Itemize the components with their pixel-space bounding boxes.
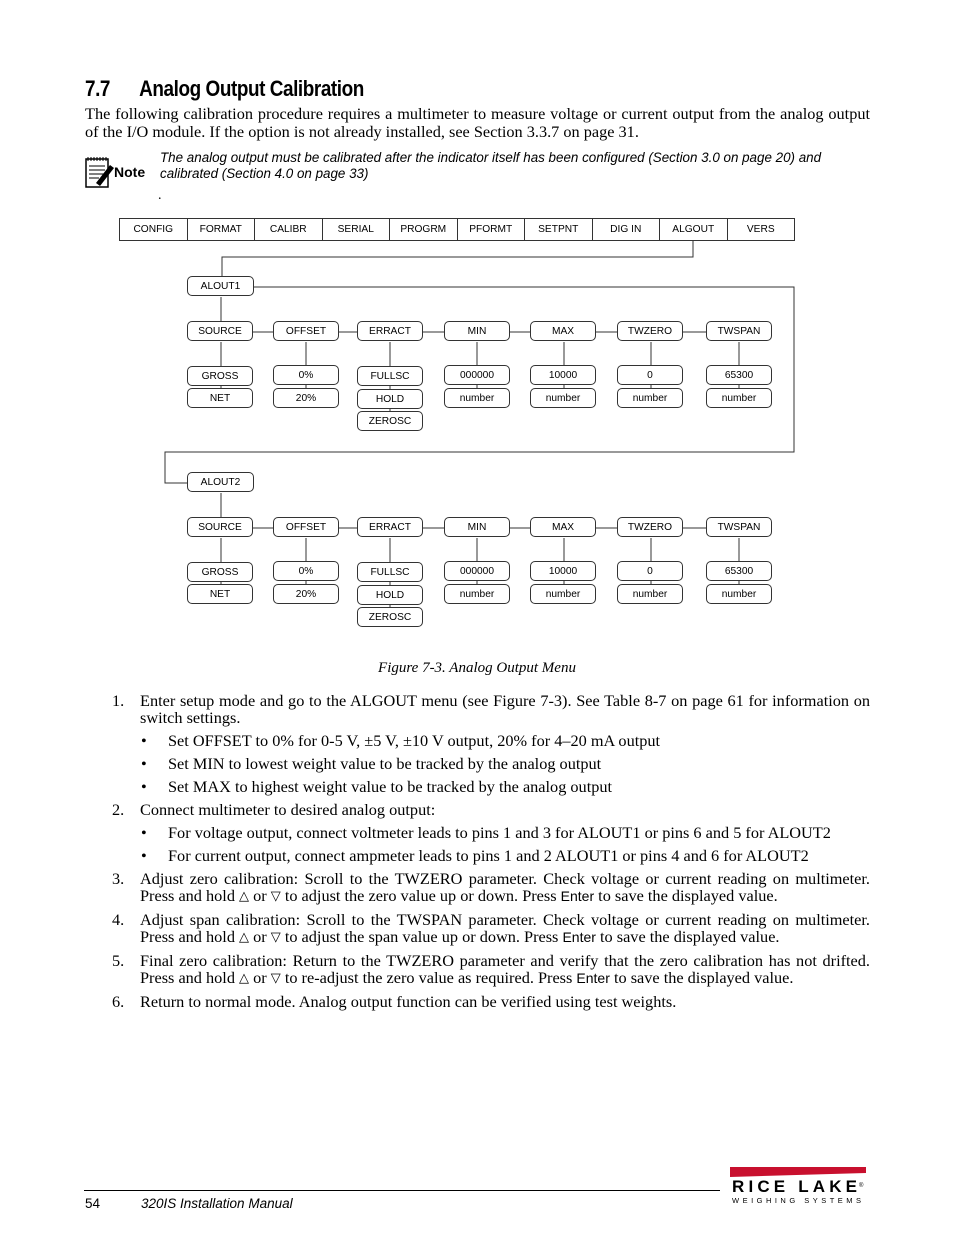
alout1-twzero-number[interactable]: number [617,388,683,408]
alout2-twzero-number[interactable]: number [617,584,683,604]
bullet-offset [85,732,870,749]
alout2-max-number[interactable]: number [530,584,596,604]
alout2-erract-param[interactable]: ERRACT [357,517,423,537]
bullet-mark: • [141,823,147,842]
step-5 [85,952,870,987]
step-text: or [249,886,271,905]
enter-key-label: Enter [560,888,595,904]
bullet-text: For voltage output, connect voltmeter leads to pins 1 and 3 for ALOUT1 or pins 6 and 5 for ALOUT2 [168,823,831,842]
enter-key-label: Enter [576,970,610,986]
bullet-min [85,755,870,772]
alout2-max-param[interactable]: MAX [530,517,596,537]
alout2-twzero-param[interactable]: TWZERO [617,517,683,537]
step-text: to save the displayed value. [595,927,780,946]
alout2-twzero-default[interactable]: 0 [617,561,683,581]
alout2-min-param[interactable]: MIN [444,517,510,537]
step-number: 5. [112,951,125,970]
step-number: 2. [112,800,125,819]
up-arrow-icon: △ [239,970,250,985]
alout2-max-default[interactable]: 10000 [530,561,596,581]
menu-config[interactable]: CONFIG [120,219,188,240]
alout2-erract-fullsc[interactable]: FULLSC [357,562,423,582]
step-text: to save the displayed value. [594,886,778,905]
down-arrow-icon: ▽ [270,970,281,985]
logo-line1: RICE LAKE [732,1177,857,1196]
alout1-twzero-default[interactable]: 0 [617,365,683,385]
up-arrow-icon: △ [239,929,250,944]
section-title: Analog Output Calibration [139,76,364,101]
step-2 [85,801,870,818]
alout2-erract-hold[interactable]: HOLD [357,585,423,605]
step-text: to re-adjust the zero value as required. Press [280,968,577,987]
alout1-source-param[interactable]: SOURCE [187,321,253,341]
menu-serial[interactable]: SERIAL [323,219,391,240]
intro-paragraph: The following calibration procedure requires a multimeter to measure voltage or current output from the analog output of the I/O module. If the option is not already installed, see Section 3.3.7 on page 31. [85,104,870,141]
manual-title: 320IS Installation Manual [141,1196,293,1211]
alout1-twzero-param[interactable]: TWZERO [617,321,683,341]
step-text: Adjust span calibration: Scroll to the TWSPAN parameter. Check voltage or current reading on multimeter. Press and hold [140,910,870,946]
step-text: or [249,968,271,987]
alout2-offset-param[interactable]: OFFSET [273,517,339,537]
rice-lake-logo [728,1165,868,1205]
menu-format[interactable]: FORMAT [188,219,256,240]
alout1-min-param[interactable]: MIN [444,321,510,341]
alout1-source-net[interactable]: NET [187,388,253,408]
alout1-erract-zerosc[interactable]: ZEROSC [357,411,423,431]
alout1-erract-fullsc[interactable]: FULLSC [357,366,423,386]
step-text: or [249,927,271,946]
alout1-node[interactable]: ALOUT1 [187,276,254,296]
alout2-offset-0pct[interactable]: 0% [273,561,339,581]
alout2-source-param[interactable]: SOURCE [187,517,253,537]
bullet-current [85,847,870,864]
page-number: 54 [85,1196,101,1211]
logo-line2: WEIGHING SYSTEMS [732,1196,863,1205]
down-arrow-icon: ▽ [270,888,281,903]
alout1-offset-param[interactable]: OFFSET [273,321,339,341]
alout1-twspan-param[interactable]: TWSPAN [706,321,772,341]
down-arrow-icon: ▽ [270,929,281,944]
alout1-min-default[interactable]: 000000 [444,365,510,385]
alout1-offset-0pct[interactable]: 0% [273,365,339,385]
menu-calibr[interactable]: CALIBR [255,219,323,240]
step-text: to adjust the span value up or down. Press [280,927,563,946]
menu-pformt[interactable]: PFORMT [458,219,526,240]
alout1-min-number[interactable]: number [444,388,510,408]
alout2-source-net[interactable]: NET [187,584,253,604]
note-text: The analog output must be calibrated after the indicator itself has been configured (Section 3.0 on page 20) and calibrated (Section 4.0 on page 33) [160,150,822,181]
alout1-twspan-number[interactable]: number [706,388,772,408]
alout2-min-number[interactable]: number [444,584,510,604]
alout2-min-default[interactable]: 000000 [444,561,510,581]
note-trailing-period: . [158,188,162,203]
bullet-mark: • [141,846,147,865]
alout2-offset-20pct[interactable]: 20% [273,584,339,604]
menu-progrm[interactable]: PROGRM [390,219,458,240]
step-1 [85,692,870,726]
step-text: Adjust zero calibration: Scroll to the TWZERO parameter. Check voltage or current reading on multimeter. Press and hold [140,869,870,905]
alout2-erract-zerosc[interactable]: ZEROSC [357,607,423,627]
step-number: 4. [112,910,125,929]
alout1-max-number[interactable]: number [530,388,596,408]
bullet-mark: • [141,731,147,750]
step-number: 3. [112,869,125,888]
bullet-max [85,778,870,795]
alout1-max-param[interactable]: MAX [530,321,596,341]
bullet-voltage [85,824,870,841]
bullet-mark: • [141,777,147,796]
figure-caption: Figure 7-3. Analog Output Menu [378,660,576,676]
bullet-text: Set MIN to lowest weight value to be tracked by the analog output [168,754,602,773]
step-3 [85,870,870,905]
alout2-twspan-default[interactable]: 65300 [706,561,772,581]
step-text: to adjust the zero value up or down. Press [280,886,561,905]
footer-rule [84,1190,720,1191]
top-menu-bar [119,218,795,241]
step-text: to save the displayed value. [609,968,794,987]
bullet-text: Set OFFSET to 0% for 0-5 V, ±5 V, ±10 V output, 20% for 4–20 mA output [168,731,661,750]
menu-algout[interactable]: ALGOUT [660,219,728,240]
alout2-twspan-number[interactable]: number [706,584,772,604]
alout2-source-gross[interactable]: GROSS [187,562,253,582]
bullet-text: Set MAX to highest weight value to be tracked by the analog output [168,777,613,796]
enter-key-label: Enter [562,929,596,945]
step-text: Enter setup mode and go to the ALGOUT menu (see Figure 7-3). See Table 8-7 on page 61 for information on switch settings. [140,691,870,727]
step-number: 6. [112,992,125,1011]
step-4 [85,911,870,946]
note-label: Note [114,164,146,180]
logo-registered: ® [859,1183,864,1189]
up-arrow-icon: △ [239,888,250,903]
alout1-source-gross[interactable]: GROSS [187,366,253,386]
step-text: Return to normal mode. Analog output function can be verified using test weights. [140,992,677,1011]
menu-dig-in[interactable]: DIG IN [593,219,661,240]
alout1-offset-20pct[interactable]: 20% [273,388,339,408]
step-text: Connect multimeter to desired analog output: [140,800,436,819]
menu-vers[interactable]: VERS [746,224,775,235]
menu-setpnt[interactable]: SETPNT [525,219,593,240]
alout1-erract-hold[interactable]: HOLD [357,389,423,409]
step-6 [85,993,870,1010]
alout1-max-default[interactable]: 10000 [530,365,596,385]
alout2-twspan-param[interactable]: TWSPAN [706,517,772,537]
procedure-steps [85,692,870,1016]
step-text: Final zero calibration: Return to the TWZERO parameter and verify that the zero calibration has not drifted. Press and hold [140,951,870,987]
alout1-twspan-default[interactable]: 65300 [706,365,772,385]
alout1-erract-param[interactable]: ERRACT [357,321,423,341]
bullet-text: For current output, connect ampmeter leads to pins 1 and 2 ALOUT1 or pins 4 and 6 for ALOUT2 [168,846,809,865]
bullet-mark: • [141,754,147,773]
section-number: 7.7 [85,76,111,101]
step-number: 1. [112,691,125,710]
alout2-node[interactable]: ALOUT2 [187,472,254,492]
